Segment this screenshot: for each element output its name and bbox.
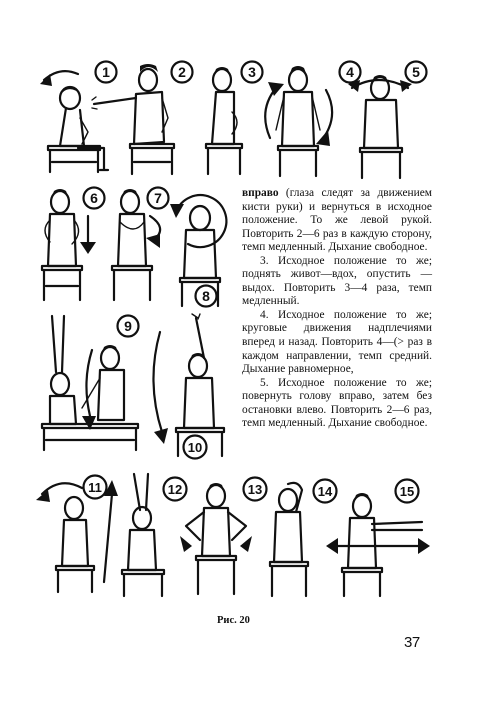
figure-number-6 [82, 186, 106, 215]
exercise-figure-2 [92, 62, 182, 178]
figure-number-14-text: 14 [317, 484, 333, 499]
figure-number-7-text: 7 [154, 190, 162, 206]
page-number: 37 [404, 634, 420, 651]
paragraph-3: 4. Исходное положение то же; круговые движения надплечиями вперед и назад. Повторить 4—(> раз в каждом направлении, темп средний. Дыхание равномерное, [242, 308, 432, 376]
exercise-description-text [242, 187, 432, 431]
figure-number-4-text: 4 [346, 64, 354, 80]
figure-number-8-text: 8 [202, 288, 210, 304]
figure-number-2 [170, 60, 194, 89]
figure-number-3-text: 3 [248, 64, 256, 80]
figure-number-12-text: 12 [167, 482, 183, 497]
figure-number-5-text: 5 [412, 64, 420, 80]
figure-number-11-text: 11 [88, 480, 102, 495]
paragraph-1-rest: (глаза следят за движением кисти руки) и вернуться в исходное положение. То же левой рукой. Повторить 2—6 раз в каждую сторону, темп медленный. Дыхание свободное. [242, 187, 432, 254]
figure-number-8 [194, 284, 218, 313]
paragraph-1-lead: вправо [242, 187, 279, 199]
figure-number-15-text: 15 [399, 484, 415, 499]
figure-number-10 [182, 434, 208, 465]
paragraph-4: 5. Исходное положение то же; повернуть голову вправо, затем без остановки влево. Повторить 2—6 раз, темп медленный. Дыхание свободное. [242, 376, 432, 430]
figure-number-2-text: 2 [178, 64, 186, 80]
exercise-figure-4 [256, 60, 342, 180]
paragraph-2: 3. Исходное положение то же; поднять живот—вдох, опустить — выдох. Повторить 3—4 раза, темп медленный. [242, 254, 432, 308]
figure-number-6-text: 6 [90, 190, 98, 206]
figure-number-13-text: 13 [247, 482, 263, 497]
figure-caption: Рис. 20 [217, 615, 250, 626]
figure-number-9 [116, 314, 140, 343]
figure-number-1-text: 1 [102, 64, 110, 80]
figure-number-5 [404, 60, 428, 89]
figure-number-15 [394, 478, 420, 509]
paragraph-1 [242, 187, 432, 255]
figure-number-10-text: 10 [187, 440, 203, 455]
figure-number-9-text: 9 [124, 318, 132, 334]
